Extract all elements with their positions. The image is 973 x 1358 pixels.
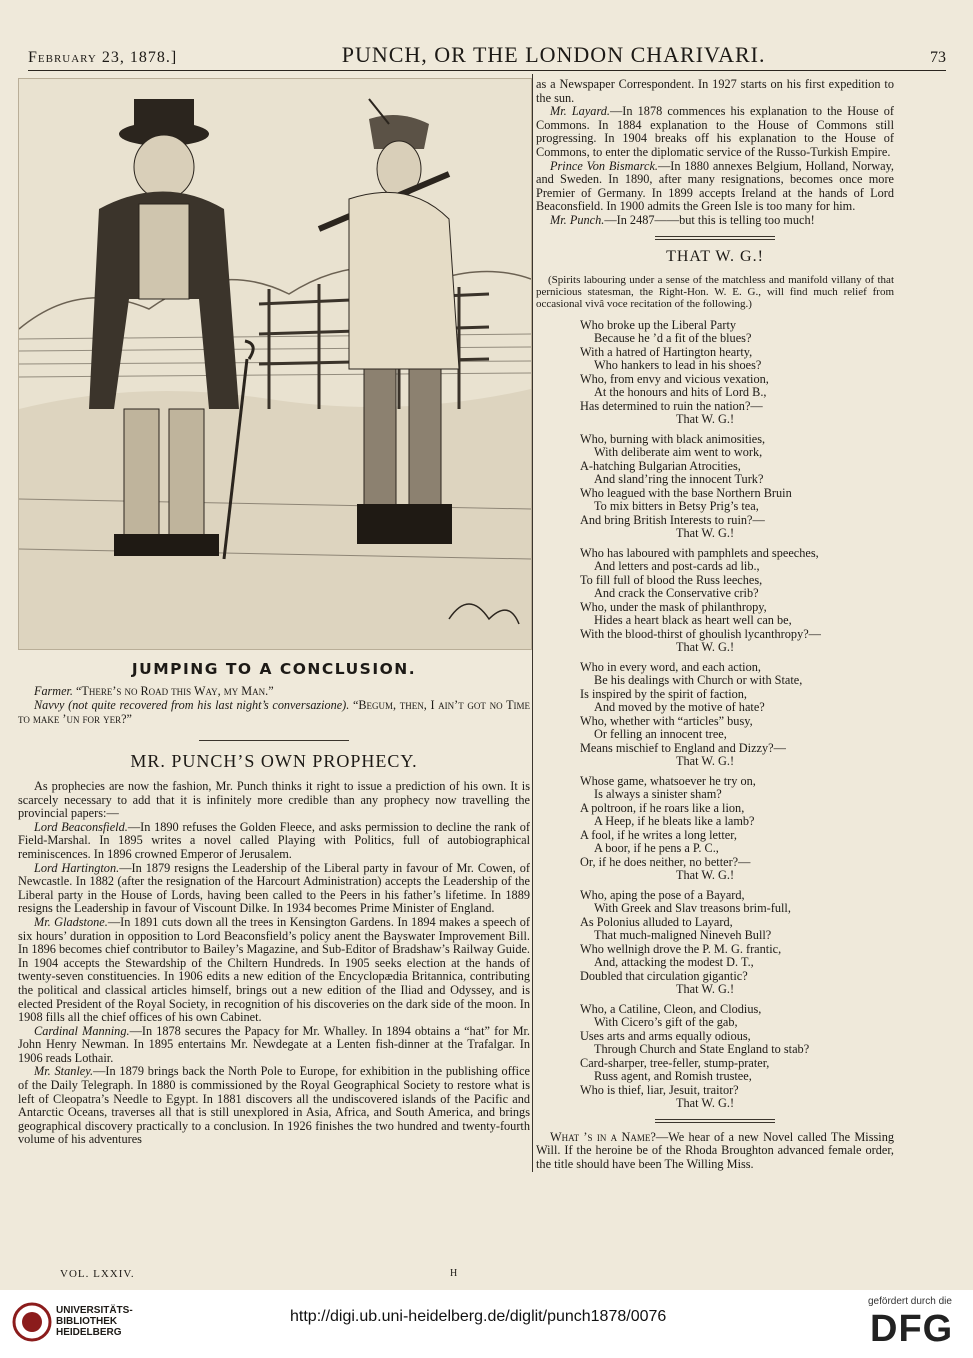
paragraph-text: —In 1879 resigns the Leadership of the Liberal party in favour of Mr. Cowen, of Newcastle. In 1882 (after the resignation of the Harcourt Administration) accepts the Leadership of the Liberal party in the House of Lords, having been called to the Peers in his father’s lifetime. In 1889 resigns the Leadership in favour of Viscount Dilke. In 1934 becomes Prime Minister of England. <box>18 860 530 916</box>
poem-line: And crack the Conservative crib? <box>594 586 759 601</box>
note-text: —We hear of a new Novel called The Missing Will. If the heroine be of the Rhoda Broughton advanced female order, the title should have been The Willing Miss. <box>536 1129 894 1171</box>
poem-line: With the blood-thirst of ghoulish lycanthropy?— <box>580 626 821 641</box>
poem-stanza <box>580 319 894 427</box>
poem-line: And letters and post-cards ad lib., <box>594 559 760 574</box>
name-note <box>536 1131 894 1172</box>
poem-line: Doubled that circulation gigantic? <box>580 968 748 983</box>
poem-line: Is always a sinister sham? <box>594 787 722 802</box>
poem-line: Who, aping the pose of a Bayard, <box>580 887 745 902</box>
poem-line: That W. G.! <box>676 412 735 427</box>
poem-line: A poltroon, if he roars like a lion, <box>580 800 745 815</box>
funding-note: gefördert durch die <box>868 1296 952 1307</box>
library-name: UNIVERSITÄTS- BIBLIOTHEK HEIDELBERG <box>56 1305 133 1338</box>
section-rule <box>199 740 349 741</box>
poem-line: Who is thief, liar, Jesuit, traitor? <box>580 1082 739 1097</box>
paragraph-text: —In 2487——but this is telling too much! <box>604 212 815 227</box>
poem-line: Or felling an innocent tree, <box>594 727 727 742</box>
poem-line: Because he ’d a fit of the blues? <box>594 331 752 346</box>
poem-line: That W. G.! <box>676 982 735 997</box>
left-column <box>18 78 530 1147</box>
poem-intro: (Spirits labouring under a sense of the matchless and manifold villany of that pernicious statesman, the Right-Hon. W. E. G., will find much relief from occasional vivâ voce recitation of the following.) <box>536 273 894 311</box>
caption-speaker-farmer: Farmer. <box>34 684 73 698</box>
poem-line: To fill full of blood the Russ leeches, <box>580 572 763 587</box>
paragraph <box>536 1131 894 1172</box>
poem-line: That W. G.! <box>676 1096 735 1111</box>
caption-line-navvy: “Begum, then, I ain’t got no Time to make ’un for yer?” <box>18 698 531 726</box>
poem-line: Who has laboured with pamphlets and speeches, <box>580 545 819 560</box>
paragraph-lead: Mr. Layard. <box>550 104 610 119</box>
paragraph-lead: Mr. Punch. <box>550 212 605 227</box>
paragraph-lead: Lord Hartington. <box>34 860 120 875</box>
poem-stanza <box>580 889 894 997</box>
poem-line: At the honours and hits of Lord B., <box>594 385 767 400</box>
paragraph-text: —In 1878 commences his explanation to the House of Commons. In 1884 explanation to the House of Commons still progressing. In 1904 breaks off his explanation to the House of Commons, to enter the diplomatic service of the Russo-Turkish Empire. <box>536 104 894 159</box>
poem-line: Means mischief to England and Dizzy?— <box>580 740 786 755</box>
engraving-drawing <box>19 79 531 649</box>
poem-line: That W. G.! <box>676 526 735 541</box>
page-header <box>28 42 946 71</box>
paragraph <box>18 862 530 916</box>
note-lead: What ’s in a Name? <box>550 1129 656 1144</box>
paragraph-lead: Lord Beaconsfield. <box>34 819 128 834</box>
poem-line: Who hankers to lead in his shoes? <box>594 358 762 373</box>
poem-line: Who, a Catiline, Cleon, and Clodius, <box>580 1001 762 1016</box>
poem-stanza <box>580 775 894 883</box>
poem-line: With a hatred of Hartington hearty, <box>580 344 753 359</box>
poem-stanza <box>580 433 894 541</box>
right-column <box>536 78 894 1172</box>
poem-line: Who broke up the Liberal Party <box>580 317 737 332</box>
paragraph-text: —In 1880 annexes Belgium, Holland, Norway, and Sweden. In 1890, after many resignations, becomes once more Premier of Germany. In 1899 accepts Ireland at the hands of Lord Beaconsfield. In 1900 admits the Green Isle is too many for him. <box>536 158 894 214</box>
poem-line: Hides a heart black as heart well can be, <box>594 613 792 628</box>
poem-line: And sland’ring the innocent Turk? <box>594 472 764 487</box>
library-bar <box>0 1290 973 1358</box>
volume-label: VOL. LXXIV. <box>60 1268 135 1280</box>
section-rule <box>655 236 775 240</box>
poem-stanza <box>580 1003 894 1111</box>
poem-stanza <box>580 661 894 769</box>
poem-line: Who, under the mask of philanthropy, <box>580 599 767 614</box>
poem-line: Whose game, whatsoever he try on, <box>580 773 756 788</box>
paragraph <box>18 1025 530 1066</box>
paragraph-text: As prophecies are now the fashion, Mr. Punch thinks it right to issue a prediction of his own. It is scarcely necessary to add that it is infinitely more credible than any prophecy now travelling the provincial papers:— <box>18 779 530 821</box>
poem-line: Who, burning with black animosities, <box>580 431 766 446</box>
paragraph-text: —In 1878 secures the Papacy for Mr. Whalley. In 1894 obtains a “hat” for Mr. John Henry Newman. In 1895 entertains Mr. Newdegate at a Lenten fish-dinner at the Trafalgar. In 1906 reads Lothair. <box>18 1023 530 1065</box>
poem-line: And, attacking the modest D. T., <box>594 955 754 970</box>
poem-line: Is inspired by the spirit of faction, <box>580 686 747 701</box>
poem-line: Card-sharper, tree-feller, stump-prater, <box>580 1055 770 1070</box>
poem-line: Who wellnigh drove the P. M. G. frantic, <box>580 941 782 956</box>
paragraph <box>536 105 894 159</box>
poem-line: With Cicero’s gift of the gab, <box>594 1015 738 1030</box>
poem-line: A-hatching Bulgarian Atrocities, <box>580 458 741 473</box>
column-divider <box>532 74 533 1172</box>
poem-line: Who, from envy and vicious vexation, <box>580 371 769 386</box>
dfg-logo: DFG <box>870 1308 954 1350</box>
paragraph <box>536 78 894 105</box>
signature-mark: H <box>450 1268 458 1279</box>
poem-line: And moved by the motive of hate? <box>594 700 765 715</box>
poem-line: A boor, if he pens a P. C., <box>594 841 719 856</box>
issue-date: February 23, 1878.] <box>28 49 178 66</box>
paragraph-lead: Prince Von Bismarck. <box>550 158 658 173</box>
poem-line: Through Church and State England to stab? <box>594 1042 810 1057</box>
poem-line: That W. G.! <box>676 640 735 655</box>
paragraph-lead: Mr. Gladstone. <box>34 914 108 929</box>
poem-line: Be his dealings with Church or with State, <box>594 673 803 688</box>
poem-line: Russ agent, and Romish trustee, <box>594 1069 752 1084</box>
paragraph-text: as a Newspaper Correspondent. In 1927 starts on his first expedition to the sun. <box>536 77 894 105</box>
paragraph <box>18 821 530 862</box>
poem-line: With deliberate aim went to work, <box>594 445 763 460</box>
article-title: MR. PUNCH’S OWN PROPHECY. <box>130 751 418 771</box>
paragraph <box>18 916 530 1025</box>
paragraph-text: —In 1890 refuses the Golden Fleece, and asks permission to decline the rank of Field-Marshal. In 1895 writes a novel called Playing with Politics, full of autobiographical reminiscences. In 1896 crowned Emperor of Jerusalem. <box>18 819 530 861</box>
page-number: 73 <box>930 49 946 66</box>
poem-line: Who leagued with the base Northern Bruin <box>580 485 792 500</box>
prophecy-body <box>18 780 530 1147</box>
poem-line: Who in every word, and each action, <box>580 659 761 674</box>
section-rule <box>655 1119 775 1123</box>
paragraph <box>536 160 894 214</box>
paragraph-text: —In 1879 brings back the North Pole to Europe, for exhibition in the publishing office of the Daily Telegraph. In 1880 is commissioned by the Royal Geographical Society to restore what is left of Cleopatra’s Needle to Egypt. In 1881 discovers all the undiscovered islands of the Pacific and Antarctic Oceans, traverses all that is still unexplored in Asia, Africa, and South America, and brings geographical discovery practically to a conclusion. In 1926 finishes the two hundred and twenty-fourth volume of his adventures <box>18 1064 530 1147</box>
poem-line: Has determined to ruin the nation?— <box>580 398 763 413</box>
poem-line: A Heep, if he bleats like a lamb? <box>594 814 755 829</box>
poem-title: THAT W. G.! <box>666 247 764 265</box>
paragraph <box>536 214 894 228</box>
poem-line: As Polonius alluded to Layard, <box>580 914 733 929</box>
poem-line: That W. G.! <box>676 754 735 769</box>
poem-line: Who, whether with “articles” busy, <box>580 713 753 728</box>
prophecy-continuation <box>536 78 894 228</box>
poem-line: A fool, if he writes a long letter, <box>580 827 737 842</box>
cartoon-title: JUMPING TO A CONCLUSION. <box>131 660 417 678</box>
poem-line: That W. G.! <box>676 868 735 883</box>
poem-line: Uses arts and arms equally odious, <box>580 1028 751 1043</box>
paragraph-lead: Mr. Stanley. <box>34 1064 94 1079</box>
poem-line: To mix bitters in Betsy Prig’s tea, <box>594 499 759 514</box>
poem-line: That much-maligned Nineveh Bull? <box>594 928 772 943</box>
poem-stanza <box>580 547 894 655</box>
caption-speaker-navvy: Navvy (not quite recovered from his last night’s conversazione). <box>34 698 350 712</box>
university-seal-icon <box>12 1302 52 1342</box>
cartoon-caption <box>18 684 530 726</box>
permalink[interactable]: http://digi.ub.uni-heidelberg.de/diglit/punch1878/0076 <box>290 1308 667 1325</box>
poem-line: Or, if he does neither, no better?— <box>580 854 751 869</box>
caption-line-farmer: “There’s no Road this Way, my Man.” <box>72 684 274 698</box>
poem-line: And bring British Interests to ruin?— <box>580 512 765 527</box>
paragraph-text: —In 1891 cuts down all the trees in Kensington Gardens. In 1894 makes a speech of six hours’ duration in opposition to Lord Beaconsfield’s policy anent the Bayswater Improvement Bill. In 1896 becomes chief contributor to Bailey’s Magazine, and Sub-Editor of Bradshaw’s Railway Guide. In 1904 accepts the Stewardship of the Chiltern Hundreds. In 1905 seeks election at the hands of twenty-seven constituencies. In 1906 edits a new edition of the Encyclopædia Britannica, contributing the political and classical articles himself, brings out a new edition of the Iliad and Odyssey, and is elected President of the Royal Society, in recognition of his discoveries on the dark side of the moon. In 1908 fills all the chief offices of his own Cabinet. <box>18 914 530 1025</box>
poem-body <box>536 319 894 1111</box>
cartoon-illustration <box>18 78 532 650</box>
publication-title: PUNCH, OR THE LONDON CHARIVARI. <box>341 42 766 67</box>
poem-line: With Greek and Slav treasons brim-full, <box>594 901 791 916</box>
paragraph <box>18 1065 530 1147</box>
paragraph-lead: Cardinal Manning. <box>34 1023 130 1038</box>
paragraph <box>18 780 530 821</box>
